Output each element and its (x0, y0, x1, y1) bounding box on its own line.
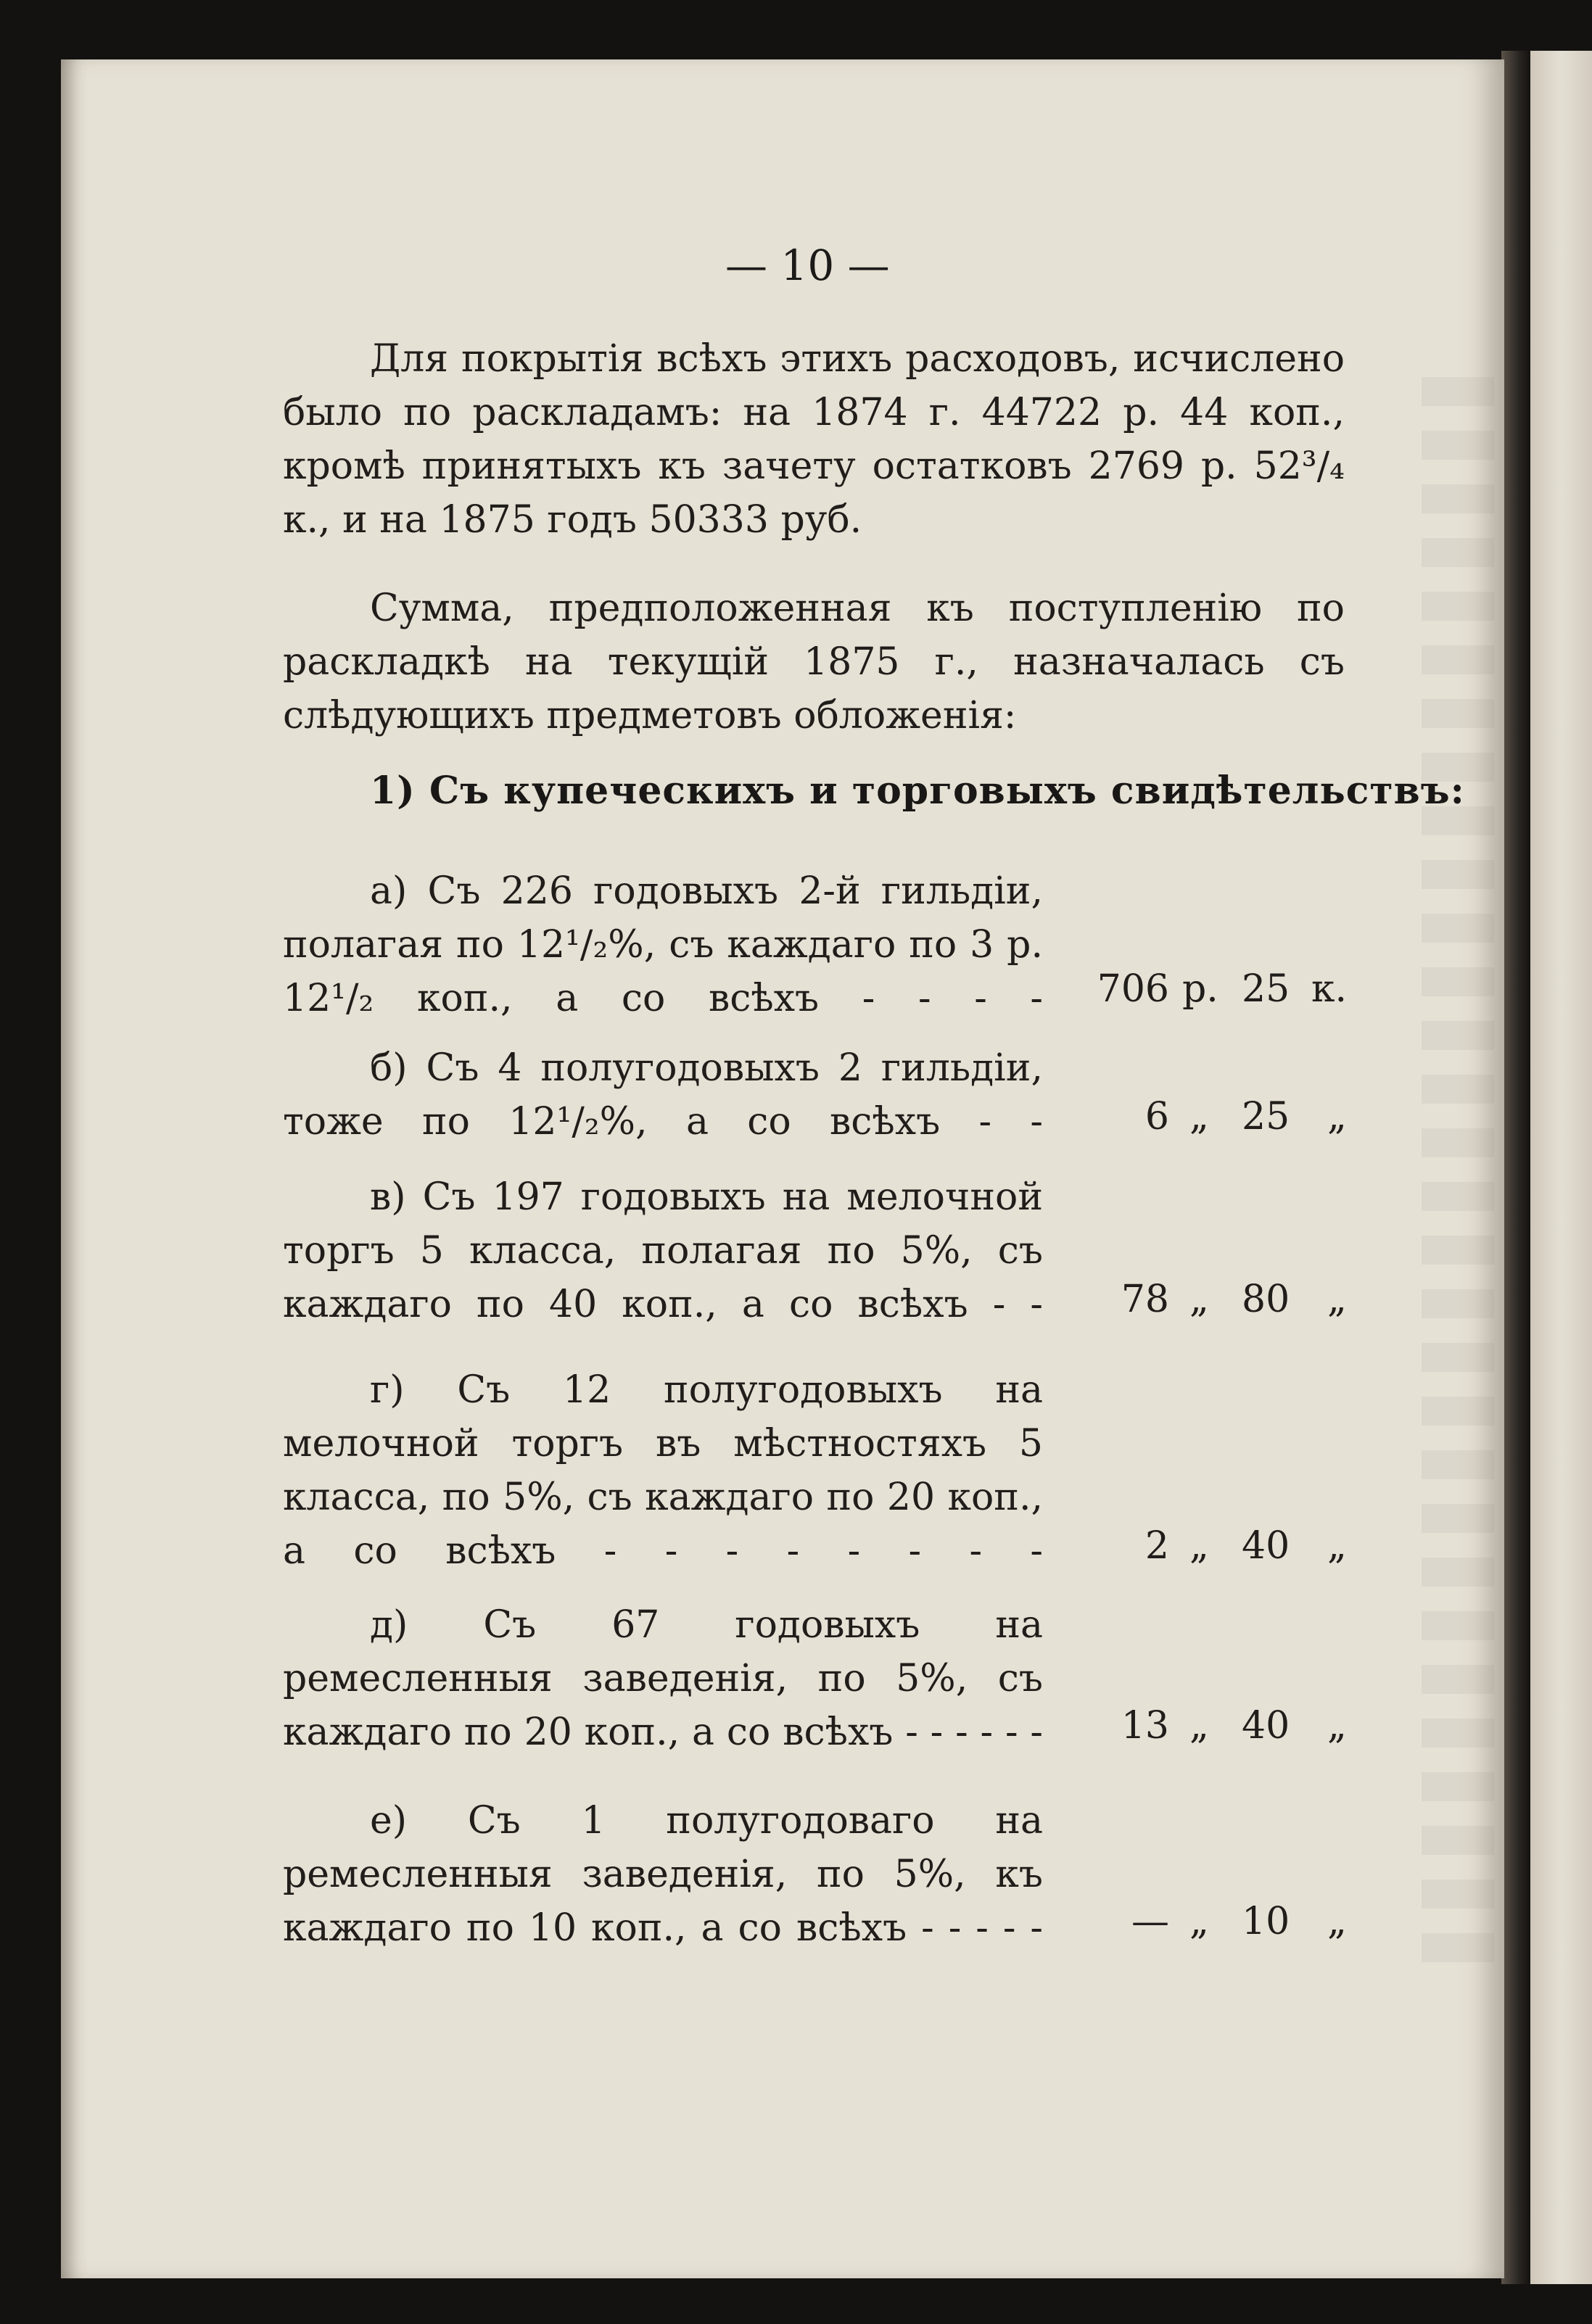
item-f-kopecks: 10 (1242, 1900, 1290, 1943)
paragraph-sum (283, 582, 1345, 743)
item-b-rubles-unit: „ (1189, 1095, 1209, 1138)
bleed-through-texture (1422, 377, 1494, 1972)
paragraph-expenses (283, 332, 1345, 547)
item-d-text: г) Съ 12 полугодовыхъ на мелочной торгъ въ мѣстностяхъ 5 класса, по 5%, съ каждаго по 20 коп., а со всѣхъ - - - - - - - - (283, 1368, 1043, 1573)
item-b-kopecks-unit: „ (1327, 1095, 1347, 1138)
paragraph-expenses-text: Для покрытія всѣхъ этихъ расходовъ, исчислено было по раскладамъ: на 1874 г. 44722 р. 44 коп., кромѣ принятыхъ къ зачету остатковъ 2769 р. 52³/₄ к., и на 1875 годъ 50333 руб. (283, 337, 1345, 542)
item-d-kopecks: 40 (1242, 1524, 1290, 1568)
adjacent-page-edge (1530, 51, 1592, 2284)
item-e-text: д) Съ 67 годовыхъ на ремесленныя заведенія, по 5%, съ каждаго по 20 коп., а со всѣхъ - - - - - - (283, 1603, 1043, 1754)
item-f-text: е) Съ 1 полугодоваго на ремесленныя заведенія, по 5%, къ каждаго по 10 коп., а со всѣхъ - - - - - (283, 1799, 1043, 1950)
item-e-rubles: 13 (1121, 1704, 1169, 1748)
item-e-kopecks: 40 (1242, 1704, 1290, 1748)
page-number: — 10 — (725, 241, 890, 290)
item-c-text: в) Съ 197 годовыхъ на мелочной торгъ 5 класса, полагая по 5%, съ каждаго по 40 коп., а со всѣхъ - - (283, 1175, 1043, 1326)
item-d-kopecks-unit: „ (1327, 1524, 1347, 1568)
item-a-rubles-unit: р. (1182, 967, 1218, 1011)
item-c-rubles-unit: „ (1189, 1278, 1209, 1321)
item-f-rubles-unit: „ (1189, 1900, 1209, 1943)
paragraph-sum-text: Сумма, предположенная къ поступленію по раскладкѣ на текущій 1875 г., назначалась съ слѣдующихъ предметовъ обложенія: (283, 587, 1345, 737)
item-b-rubles: 6 (1144, 1095, 1169, 1138)
item-c-kopecks-unit: „ (1327, 1278, 1347, 1321)
item-a-kopecks: 25 (1242, 967, 1290, 1011)
item-a-rubles: 706 (1097, 967, 1169, 1011)
item-a-text: а) Съ 226 годовыхъ 2-й гильдіи, полагая по 12¹/₂%, съ каждаго по 3 р. 12¹/₂ коп., а со всѣхъ - - - - (283, 869, 1043, 1020)
item-c-rubles: 78 (1121, 1278, 1169, 1321)
item-b-kopecks: 25 (1242, 1095, 1290, 1138)
item-f-rubles: — (1131, 1900, 1169, 1943)
item-e-rubles-unit: „ (1189, 1704, 1209, 1748)
item-d-rubles: 2 (1144, 1524, 1169, 1568)
item-e-kopecks-unit: „ (1327, 1704, 1347, 1748)
item-d-rubles-unit: „ (1189, 1524, 1209, 1568)
item-f-kopecks-unit: „ (1327, 1900, 1347, 1943)
item-a-kopecks-unit: к. (1311, 967, 1348, 1011)
page-gutter-shadow (1501, 51, 1530, 2284)
item-c-kopecks: 80 (1242, 1278, 1290, 1321)
section-heading: 1) Съ купеческихъ и торговыхъ свидѣтельствъ: (370, 769, 1465, 813)
item-b-text: б) Съ 4 полугодовыхъ 2 гильдіи, тоже по 12¹/₂%, а со всѣхъ - - (283, 1046, 1043, 1144)
